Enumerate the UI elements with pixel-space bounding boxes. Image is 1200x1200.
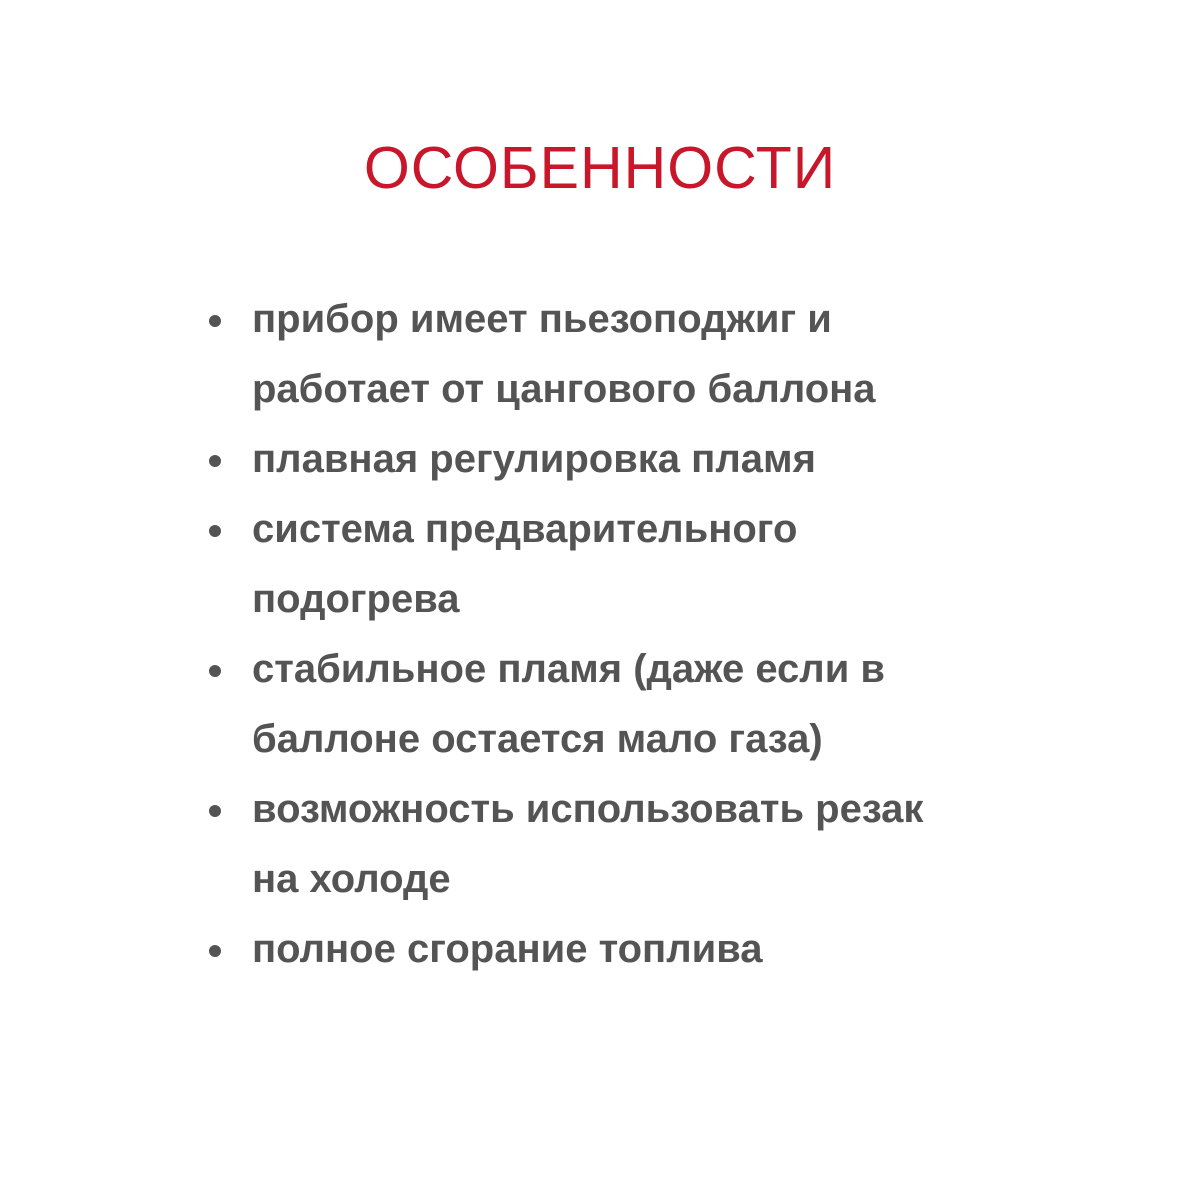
feature-item [200,914,1120,984]
bullet-dot-icon [209,665,221,677]
feature-line: система предварительного [252,507,798,551]
feature-line: плавная регулировка пламя [252,437,816,481]
bullet-dot-icon [209,525,221,537]
bullet-dot-icon [209,315,221,327]
feature-line: прибор имеет пьезоподжиг и [252,297,832,341]
feature-item [200,424,1120,494]
bullet-dot-icon [209,455,221,467]
feature-line: баллоне остается мало газа) [252,717,823,761]
page-title: ОСОБЕННОСТИ [363,135,837,201]
feature-line: стабильное пламя (даже если в [252,647,886,691]
feature-item [200,774,1120,914]
feature-line: на холоде [252,857,451,901]
feature-item [200,634,1120,774]
bullet-dot-icon [209,945,221,957]
features-list [200,284,1120,984]
feature-line: работает от цангового баллона [252,367,876,411]
feature-line: подогрева [252,577,460,621]
feature-line: полное сгорание топлива [252,927,763,971]
feature-item [200,494,1120,634]
feature-line: возможность использовать резак [252,787,924,831]
feature-item [200,284,1120,424]
bullet-dot-icon [209,805,221,817]
